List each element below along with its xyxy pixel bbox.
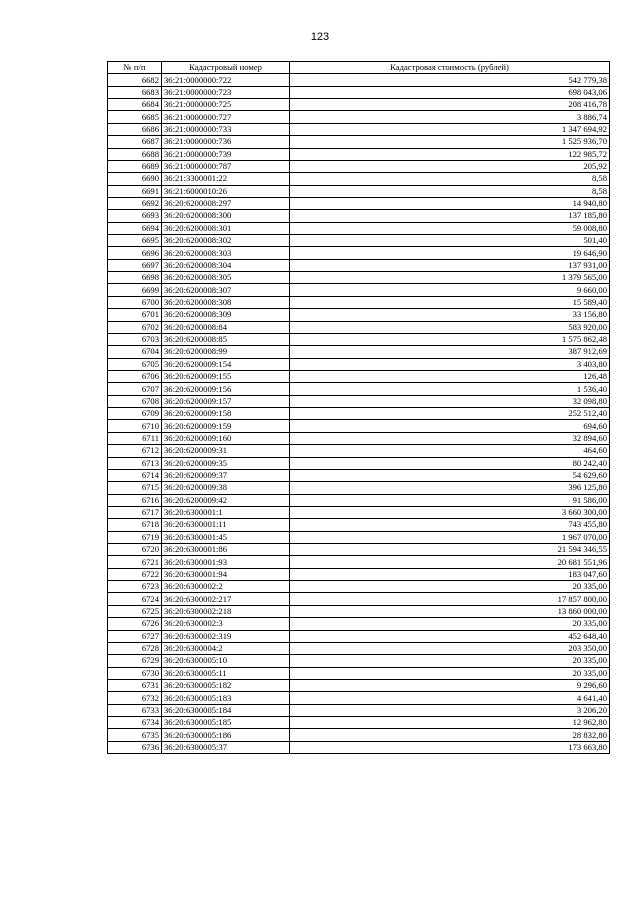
row-number: 6708 <box>108 395 162 407</box>
cadastral-value: 126,48 <box>290 370 610 382</box>
row-number: 6690 <box>108 173 162 185</box>
cadastral-number: 36:20:6300002:218 <box>162 605 290 617</box>
cadastral-value: 33 156,80 <box>290 309 610 321</box>
table-row <box>108 605 610 617</box>
cadastral-value: 12 962,80 <box>290 717 610 729</box>
row-number: 6704 <box>108 346 162 358</box>
cadastral-number: 36:21:6000010:26 <box>162 185 290 197</box>
cadastral-value: 32 894,60 <box>290 432 610 444</box>
cadastral-number: 36:20:6300004:2 <box>162 642 290 654</box>
row-number: 6712 <box>108 445 162 457</box>
table-row <box>108 420 610 432</box>
cadastral-value: 4 641,40 <box>290 692 610 704</box>
table-row <box>108 358 610 370</box>
table-row <box>108 630 610 642</box>
cadastral-number: 36:21:0000000:739 <box>162 148 290 160</box>
cadastral-value: 452 648,40 <box>290 630 610 642</box>
table-row <box>108 136 610 148</box>
table-row <box>108 284 610 296</box>
cadastral-number: 36:20:6200008:305 <box>162 272 290 284</box>
cadastral-number: 36:21:0000000:722 <box>162 74 290 86</box>
table-row <box>108 383 610 395</box>
table-row <box>108 506 610 518</box>
table-row <box>108 469 610 481</box>
cadastral-value: 1 575 862,48 <box>290 333 610 345</box>
cadastral-value: 19 646,90 <box>290 247 610 259</box>
table-row <box>108 333 610 345</box>
row-number: 6726 <box>108 618 162 630</box>
table-row <box>108 296 610 308</box>
cadastral-number: 36:20:6200009:38 <box>162 482 290 494</box>
cadastral-value: 54 629,60 <box>290 469 610 481</box>
cadastral-number: 36:21:0000000:733 <box>162 123 290 135</box>
table-row <box>108 123 610 135</box>
cadastral-value: 59 008,80 <box>290 222 610 234</box>
row-number: 6721 <box>108 556 162 568</box>
cadastral-number: 36:20:6300002:217 <box>162 593 290 605</box>
row-number: 6736 <box>108 741 162 753</box>
cadastral-number: 36:20:6300005:11 <box>162 667 290 679</box>
cadastral-number: 36:20:6200009:158 <box>162 408 290 420</box>
cadastral-value: 387 912,69 <box>290 346 610 358</box>
table-row <box>108 309 610 321</box>
row-number: 6692 <box>108 197 162 209</box>
cadastral-value: 17 857 800,00 <box>290 593 610 605</box>
row-number: 6733 <box>108 704 162 716</box>
cadastral-value: 3 206,20 <box>290 704 610 716</box>
row-number: 6682 <box>108 74 162 86</box>
row-number: 6722 <box>108 568 162 580</box>
row-number: 6701 <box>108 309 162 321</box>
cadastral-number: 36:20:6300001:45 <box>162 531 290 543</box>
table-row <box>108 173 610 185</box>
table-row <box>108 729 610 741</box>
cadastral-value: 32 098,80 <box>290 395 610 407</box>
table-row <box>108 395 610 407</box>
cadastral-number: 36:20:6200008:302 <box>162 235 290 247</box>
cadastral-number: 36:20:6300005:186 <box>162 729 290 741</box>
row-number: 6718 <box>108 519 162 531</box>
row-number: 6699 <box>108 284 162 296</box>
cadastral-value: 9 660,00 <box>290 284 610 296</box>
header-row <box>108 62 610 74</box>
cadastral-value: 137 185,80 <box>290 210 610 222</box>
cadastral-number: 36:20:6200008:301 <box>162 222 290 234</box>
row-number: 6705 <box>108 358 162 370</box>
cadastral-number: 36:20:6200008:309 <box>162 309 290 321</box>
cadastral-value: 20 335,00 <box>290 581 610 593</box>
table-row <box>108 111 610 123</box>
cadastral-number: 36:20:6300001:11 <box>162 519 290 531</box>
cadastral-number: 36:20:6200008:303 <box>162 247 290 259</box>
row-number: 6709 <box>108 408 162 420</box>
row-number: 6707 <box>108 383 162 395</box>
cadastral-value: 28 832,80 <box>290 729 610 741</box>
cadastral-number: 36:20:6300005:184 <box>162 704 290 716</box>
cadastral-value: 208 416,78 <box>290 99 610 111</box>
cadastral-value: 20 681 551,96 <box>290 556 610 568</box>
table-row <box>108 222 610 234</box>
cadastral-value: 694,60 <box>290 420 610 432</box>
cadastral-value-table <box>107 61 610 754</box>
row-number: 6714 <box>108 469 162 481</box>
cadastral-number: 36:20:6300001:94 <box>162 568 290 580</box>
cadastral-number: 36:20:6200008:307 <box>162 284 290 296</box>
column-header-cadastral-value: Кадастровая стоимость (рублей) <box>290 62 610 74</box>
row-number: 6686 <box>108 123 162 135</box>
table-row <box>108 235 610 247</box>
table-row <box>108 74 610 86</box>
column-header-number: № п/п <box>108 62 162 74</box>
cadastral-value: 137 931,00 <box>290 259 610 271</box>
row-number: 6719 <box>108 531 162 543</box>
table-row <box>108 692 610 704</box>
cadastral-value: 1 379 565,00 <box>290 272 610 284</box>
row-number: 6694 <box>108 222 162 234</box>
cadastral-value: 542 779,38 <box>290 74 610 86</box>
row-number: 6702 <box>108 321 162 333</box>
cadastral-value: 583 920,00 <box>290 321 610 333</box>
table-row <box>108 593 610 605</box>
table-row <box>108 445 610 457</box>
table-row <box>108 210 610 222</box>
cadastral-value: 1 347 694,92 <box>290 123 610 135</box>
cadastral-value: 464,60 <box>290 445 610 457</box>
cadastral-value: 396 125,80 <box>290 482 610 494</box>
table-row <box>108 655 610 667</box>
row-number: 6711 <box>108 432 162 444</box>
row-number: 6684 <box>108 99 162 111</box>
cadastral-number: 36:20:6200008:308 <box>162 296 290 308</box>
cadastral-value: 173 663,80 <box>290 741 610 753</box>
row-number: 6697 <box>108 259 162 271</box>
cadastral-value: 3 403,80 <box>290 358 610 370</box>
cadastral-number: 36:20:6200008:300 <box>162 210 290 222</box>
cadastral-number: 36:20:6200008:84 <box>162 321 290 333</box>
table-row <box>108 618 610 630</box>
row-number: 6735 <box>108 729 162 741</box>
cadastral-value: 13 860 000,00 <box>290 605 610 617</box>
table-row <box>108 556 610 568</box>
row-number: 6698 <box>108 272 162 284</box>
cadastral-number: 36:20:6300005:185 <box>162 717 290 729</box>
table-row <box>108 99 610 111</box>
row-number: 6725 <box>108 605 162 617</box>
row-number: 6696 <box>108 247 162 259</box>
table-row <box>108 370 610 382</box>
cadastral-value: 1 525 936,70 <box>290 136 610 148</box>
row-number: 6683 <box>108 86 162 98</box>
cadastral-value: 3 660 300,00 <box>290 506 610 518</box>
cadastral-value: 183 047,60 <box>290 568 610 580</box>
cadastral-number: 36:20:6200009:155 <box>162 370 290 382</box>
row-number: 6691 <box>108 185 162 197</box>
row-number: 6728 <box>108 642 162 654</box>
table-row <box>108 272 610 284</box>
row-number: 6710 <box>108 420 162 432</box>
table-row <box>108 717 610 729</box>
cadastral-number: 36:20:6200009:35 <box>162 457 290 469</box>
row-number: 6717 <box>108 506 162 518</box>
table-row <box>108 457 610 469</box>
table-row <box>108 679 610 691</box>
cadastral-value: 205,92 <box>290 160 610 172</box>
row-number: 6687 <box>108 136 162 148</box>
cadastral-number: 36:20:6200008:99 <box>162 346 290 358</box>
cadastral-number: 36:20:6300005:37 <box>162 741 290 753</box>
row-number: 6693 <box>108 210 162 222</box>
cadastral-number: 36:21:0000000:725 <box>162 99 290 111</box>
row-number: 6700 <box>108 296 162 308</box>
column-header-cadastral-number: Кадастровый номер <box>162 62 290 74</box>
row-number: 6732 <box>108 692 162 704</box>
cadastral-value: 501,40 <box>290 235 610 247</box>
cadastral-number: 36:20:6200009:154 <box>162 358 290 370</box>
cadastral-number: 36:20:6200009:157 <box>162 395 290 407</box>
row-number: 6734 <box>108 717 162 729</box>
cadastral-number: 36:20:6300002:3 <box>162 618 290 630</box>
cadastral-number: 36:20:6300001:93 <box>162 556 290 568</box>
table-header <box>108 62 610 74</box>
cadastral-number: 36:20:6200009:160 <box>162 432 290 444</box>
row-number: 6716 <box>108 494 162 506</box>
cadastral-number: 36:20:6200008:297 <box>162 197 290 209</box>
table-row <box>108 667 610 679</box>
row-number: 6706 <box>108 370 162 382</box>
row-number: 6720 <box>108 544 162 556</box>
cadastral-number: 36:20:6200009:37 <box>162 469 290 481</box>
cadastral-value: 9 296,60 <box>290 679 610 691</box>
table-body <box>108 74 610 754</box>
cadastral-value: 252 512,40 <box>290 408 610 420</box>
row-number: 6723 <box>108 581 162 593</box>
row-number: 6703 <box>108 333 162 345</box>
cadastral-value: 698 043,06 <box>290 86 610 98</box>
cadastral-number: 36:20:6300001:1 <box>162 506 290 518</box>
cadastral-value: 743 455,80 <box>290 519 610 531</box>
table-row <box>108 346 610 358</box>
row-number: 6713 <box>108 457 162 469</box>
cadastral-number: 36:20:6200009:156 <box>162 383 290 395</box>
table-row <box>108 247 610 259</box>
page-number: 123 <box>310 31 330 43</box>
table-row <box>108 531 610 543</box>
table-row <box>108 259 610 271</box>
table-row <box>108 704 610 716</box>
row-number: 6689 <box>108 160 162 172</box>
cadastral-value: 8,58 <box>290 173 610 185</box>
table-row <box>108 544 610 556</box>
table-row <box>108 148 610 160</box>
table-row <box>108 408 610 420</box>
cadastral-number: 36:20:6200009:31 <box>162 445 290 457</box>
cadastral-number: 36:20:6200008:304 <box>162 259 290 271</box>
cadastral-number: 36:20:6300005:10 <box>162 655 290 667</box>
cadastral-value: 20 335,00 <box>290 667 610 679</box>
cadastral-number: 36:21:0000000:723 <box>162 86 290 98</box>
cadastral-value: 8,58 <box>290 185 610 197</box>
cadastral-value: 122 985,72 <box>290 148 610 160</box>
cadastral-value: 15 589,40 <box>290 296 610 308</box>
cadastral-number: 36:20:6300001:86 <box>162 544 290 556</box>
table-row <box>108 197 610 209</box>
cadastral-number: 36:20:6200009:42 <box>162 494 290 506</box>
table-row <box>108 519 610 531</box>
cadastral-number: 36:20:6300002:2 <box>162 581 290 593</box>
cadastral-value: 20 335,00 <box>290 618 610 630</box>
cadastral-number: 36:20:6300005:183 <box>162 692 290 704</box>
row-number: 6685 <box>108 111 162 123</box>
table-row <box>108 160 610 172</box>
cadastral-value: 1 536,40 <box>290 383 610 395</box>
cadastral-number: 36:20:6300002:319 <box>162 630 290 642</box>
row-number: 6730 <box>108 667 162 679</box>
table-row <box>108 185 610 197</box>
row-number: 6731 <box>108 679 162 691</box>
table-row <box>108 482 610 494</box>
row-number: 6727 <box>108 630 162 642</box>
row-number: 6724 <box>108 593 162 605</box>
cadastral-value: 14 940,80 <box>290 197 610 209</box>
cadastral-value: 1 967 070,00 <box>290 531 610 543</box>
cadastral-number: 36:21:0000000:727 <box>162 111 290 123</box>
table-row <box>108 741 610 753</box>
cadastral-number: 36:21:3300001:22 <box>162 173 290 185</box>
cadastral-number: 36:21:0000000:736 <box>162 136 290 148</box>
cadastral-value: 3 886,74 <box>290 111 610 123</box>
cadastral-value: 91 586,00 <box>290 494 610 506</box>
table-row <box>108 642 610 654</box>
cadastral-number: 36:21:0000000:787 <box>162 160 290 172</box>
table-row <box>108 321 610 333</box>
cadastral-value: 203 350,00 <box>290 642 610 654</box>
row-number: 6715 <box>108 482 162 494</box>
cadastral-number: 36:20:6300005:182 <box>162 679 290 691</box>
cadastral-value: 21 594 346,55 <box>290 544 610 556</box>
row-number: 6729 <box>108 655 162 667</box>
row-number: 6695 <box>108 235 162 247</box>
cadastral-number: 36:20:6200008:85 <box>162 333 290 345</box>
table-row <box>108 581 610 593</box>
table-row <box>108 86 610 98</box>
table-row <box>108 494 610 506</box>
cadastral-number: 36:20:6200009:159 <box>162 420 290 432</box>
cadastral-value: 80 242,40 <box>290 457 610 469</box>
cadastral-value: 20 335,00 <box>290 655 610 667</box>
table-row <box>108 432 610 444</box>
row-number: 6688 <box>108 148 162 160</box>
table-row <box>108 568 610 580</box>
